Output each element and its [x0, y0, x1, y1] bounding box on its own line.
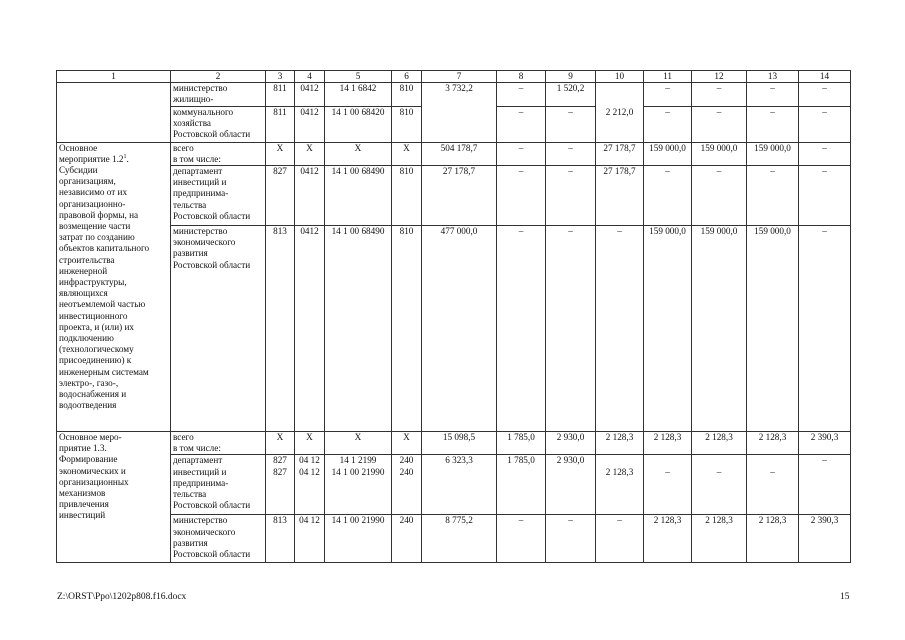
activity-cell — [57, 142, 171, 431]
cell-line: 240 — [399, 466, 414, 477]
cell: 477 000,0 — [422, 226, 497, 432]
cell — [266, 455, 295, 515]
cell: 27 178,7 — [596, 166, 644, 226]
cell: – — [546, 142, 596, 165]
cell: – — [497, 106, 546, 142]
cell-line: – — [770, 466, 775, 477]
cell: 3 732,2 — [422, 83, 497, 142]
cell: 2 390,3 — [799, 515, 851, 563]
activity-title: Основное мероприятие 1.2 — [59, 142, 124, 164]
cell: 2 930,0 — [546, 432, 596, 455]
cell: – — [596, 226, 644, 432]
cell: – — [799, 142, 851, 165]
cell — [747, 455, 799, 515]
col-header: 1 — [57, 71, 171, 83]
table-row — [57, 83, 851, 106]
col-header: 2 — [171, 71, 266, 83]
cell: – — [596, 515, 644, 563]
cell: 2 212,0 — [596, 83, 644, 142]
cell: 813 — [266, 515, 295, 563]
executor-cell: всего в том числе: — [171, 432, 266, 455]
cell: 240 — [392, 515, 422, 563]
cell: – — [644, 83, 692, 106]
activity-cell: Основное меро- приятие 1.3. Формирование экономических и организационных механизмов привлечения инвестиций — [57, 432, 171, 563]
cell-line: 14 1 2199 — [339, 455, 377, 466]
cell: – — [799, 106, 851, 142]
cell: – — [546, 106, 596, 142]
cell: – — [692, 166, 747, 226]
cell: 14 1 00 68420 — [325, 106, 392, 142]
cell-line: 04 12 — [299, 466, 320, 477]
cell: X — [295, 142, 325, 165]
executor-cell: всего в том числе: — [171, 142, 266, 165]
cell: 2 128,3 — [644, 515, 692, 563]
executor-cell: департамент инвестиций и предпринима- тельства Ростовской области — [171, 166, 266, 226]
executor-cell: коммунального хозяйства Ростовской области — [171, 106, 266, 142]
executor-cell: министерство жилищно- — [171, 83, 266, 106]
cell: – — [747, 166, 799, 226]
cell — [392, 455, 422, 515]
cell: 14 1 00 21990 — [325, 515, 392, 563]
col-header: 9 — [546, 71, 596, 83]
cell: – — [546, 515, 596, 563]
cell-line: 240 — [399, 455, 414, 466]
col-header: 13 — [747, 71, 799, 83]
cell: 2 128,3 — [596, 432, 644, 455]
cell-line: 827 — [273, 466, 287, 477]
cell: X — [266, 432, 295, 455]
cell: – — [497, 83, 546, 106]
col-header: 11 — [644, 71, 692, 83]
cell: 2 128,3 — [747, 432, 799, 455]
cell: X — [325, 432, 392, 455]
table-row — [57, 515, 851, 563]
cell — [325, 455, 392, 515]
cell: 2 128,3 — [644, 432, 692, 455]
col-header: 3 — [266, 71, 295, 83]
cell: – — [692, 83, 747, 106]
cell: 04 12 — [295, 515, 325, 563]
cell: – — [497, 515, 546, 563]
cell: – — [799, 455, 851, 515]
col-header: 7 — [422, 71, 497, 83]
cell: – — [497, 166, 546, 226]
cell: 827 — [266, 166, 295, 226]
cell: 27 178,7 — [596, 142, 644, 165]
executor-cell: департамент инвестиций и предпринима- тельства Ростовской области — [171, 455, 266, 515]
cell: 2 128,3 — [692, 515, 747, 563]
cell: 813 — [266, 226, 295, 432]
cell: 1 520,2 — [546, 83, 596, 106]
cell-line: – — [716, 466, 722, 477]
cell: X — [392, 432, 422, 455]
cell: – — [747, 83, 799, 106]
col-header: 14 — [799, 71, 851, 83]
cell-line: 827 — [273, 455, 287, 466]
table-row — [57, 142, 851, 165]
cell: 0412 — [295, 83, 325, 106]
footer-file-path: Z:\ORST\Ppo\1202p808.f16.docx — [57, 592, 187, 602]
cell: 8 775,2 — [422, 515, 497, 563]
col-header: 10 — [596, 71, 644, 83]
cell: X — [392, 142, 422, 165]
budget-table — [56, 70, 851, 563]
cell: 0412 — [295, 106, 325, 142]
page-number: 15 — [840, 592, 850, 602]
cell: 2 930,0 — [546, 455, 596, 515]
col-header: 12 — [692, 71, 747, 83]
cell: 1 785,0 — [497, 432, 546, 455]
col-header: 5 — [325, 71, 392, 83]
cell: – — [799, 83, 851, 106]
cell: – — [692, 106, 747, 142]
cell: – — [546, 226, 596, 432]
cell: 6 323,3 — [422, 455, 497, 515]
cell: – — [546, 166, 596, 226]
cell: – — [799, 226, 851, 432]
cell — [692, 455, 747, 515]
cell: 0412 — [295, 166, 325, 226]
cell: 1 785,0 — [497, 455, 546, 515]
cell: 810 — [392, 83, 422, 106]
cell: 810 — [392, 106, 422, 142]
cell: – — [799, 166, 851, 226]
cell: 14 1 00 68490 — [325, 226, 392, 432]
cell: X — [295, 432, 325, 455]
cell: – — [644, 166, 692, 226]
cell-line: 04 12 — [299, 455, 320, 466]
header-row — [57, 71, 851, 83]
executor-cell: министерство экономического развития Ростовской области — [171, 515, 266, 563]
cell: 27 178,7 — [422, 166, 497, 226]
cell: 159 000,0 — [747, 142, 799, 165]
col-header: 6 — [392, 71, 422, 83]
table-row — [57, 432, 851, 455]
cell: 159 000,0 — [692, 226, 747, 432]
cell: 159 000,0 — [644, 226, 692, 432]
cell-line: 2 128,3 — [605, 466, 634, 477]
cell: 0412 — [295, 226, 325, 432]
col-header: 8 — [497, 71, 546, 83]
cell: 15 098,5 — [422, 432, 497, 455]
col-header: 4 — [295, 71, 325, 83]
cell: 810 — [392, 226, 422, 432]
cell: 2 128,3 — [747, 515, 799, 563]
cell: 159 000,0 — [692, 142, 747, 165]
table-row — [57, 226, 851, 432]
activity-title-end: . — [126, 153, 129, 164]
cell — [295, 455, 325, 515]
cell: – — [497, 226, 546, 432]
footnote-mark: 1 — [123, 153, 127, 160]
table-row — [57, 166, 851, 226]
cell — [644, 455, 692, 515]
cell: 810 — [392, 166, 422, 226]
cell: 811 — [266, 83, 295, 106]
cell: – — [747, 106, 799, 142]
cell: X — [325, 142, 392, 165]
cell-line: – — [665, 466, 670, 477]
cell: 2 390,3 — [799, 432, 851, 455]
cell: – — [644, 106, 692, 142]
cell: 811 — [266, 106, 295, 142]
cell: 504 178,7 — [422, 142, 497, 165]
cell: – — [497, 142, 546, 165]
activity-cell — [57, 83, 171, 142]
cell: 159 000,0 — [644, 142, 692, 165]
cell: 2 128,3 — [692, 432, 747, 455]
activity-description: Субсидии организациям, независимо от их организационно- правовой формы, на возмещение части затрат по созданию объектов капитального строительства инженерной инфраструктуры, являющихся неотъемлемой частью инвестиционного проекта, и (или) их подключению (технологическому присоединению) к инженерным системам электро-, газо-, водоснабжения и водоотведения — [59, 165, 150, 411]
cell: X — [266, 142, 295, 165]
table-row — [57, 455, 851, 515]
cell — [596, 455, 644, 515]
executor-cell: министерство экономического развития Ростовской области — [171, 226, 266, 432]
cell-line: 14 1 00 21990 — [331, 466, 385, 477]
cell: 14 1 00 68490 — [325, 166, 392, 226]
cell: 14 1 6842 — [325, 83, 392, 106]
cell: 159 000,0 — [747, 226, 799, 432]
